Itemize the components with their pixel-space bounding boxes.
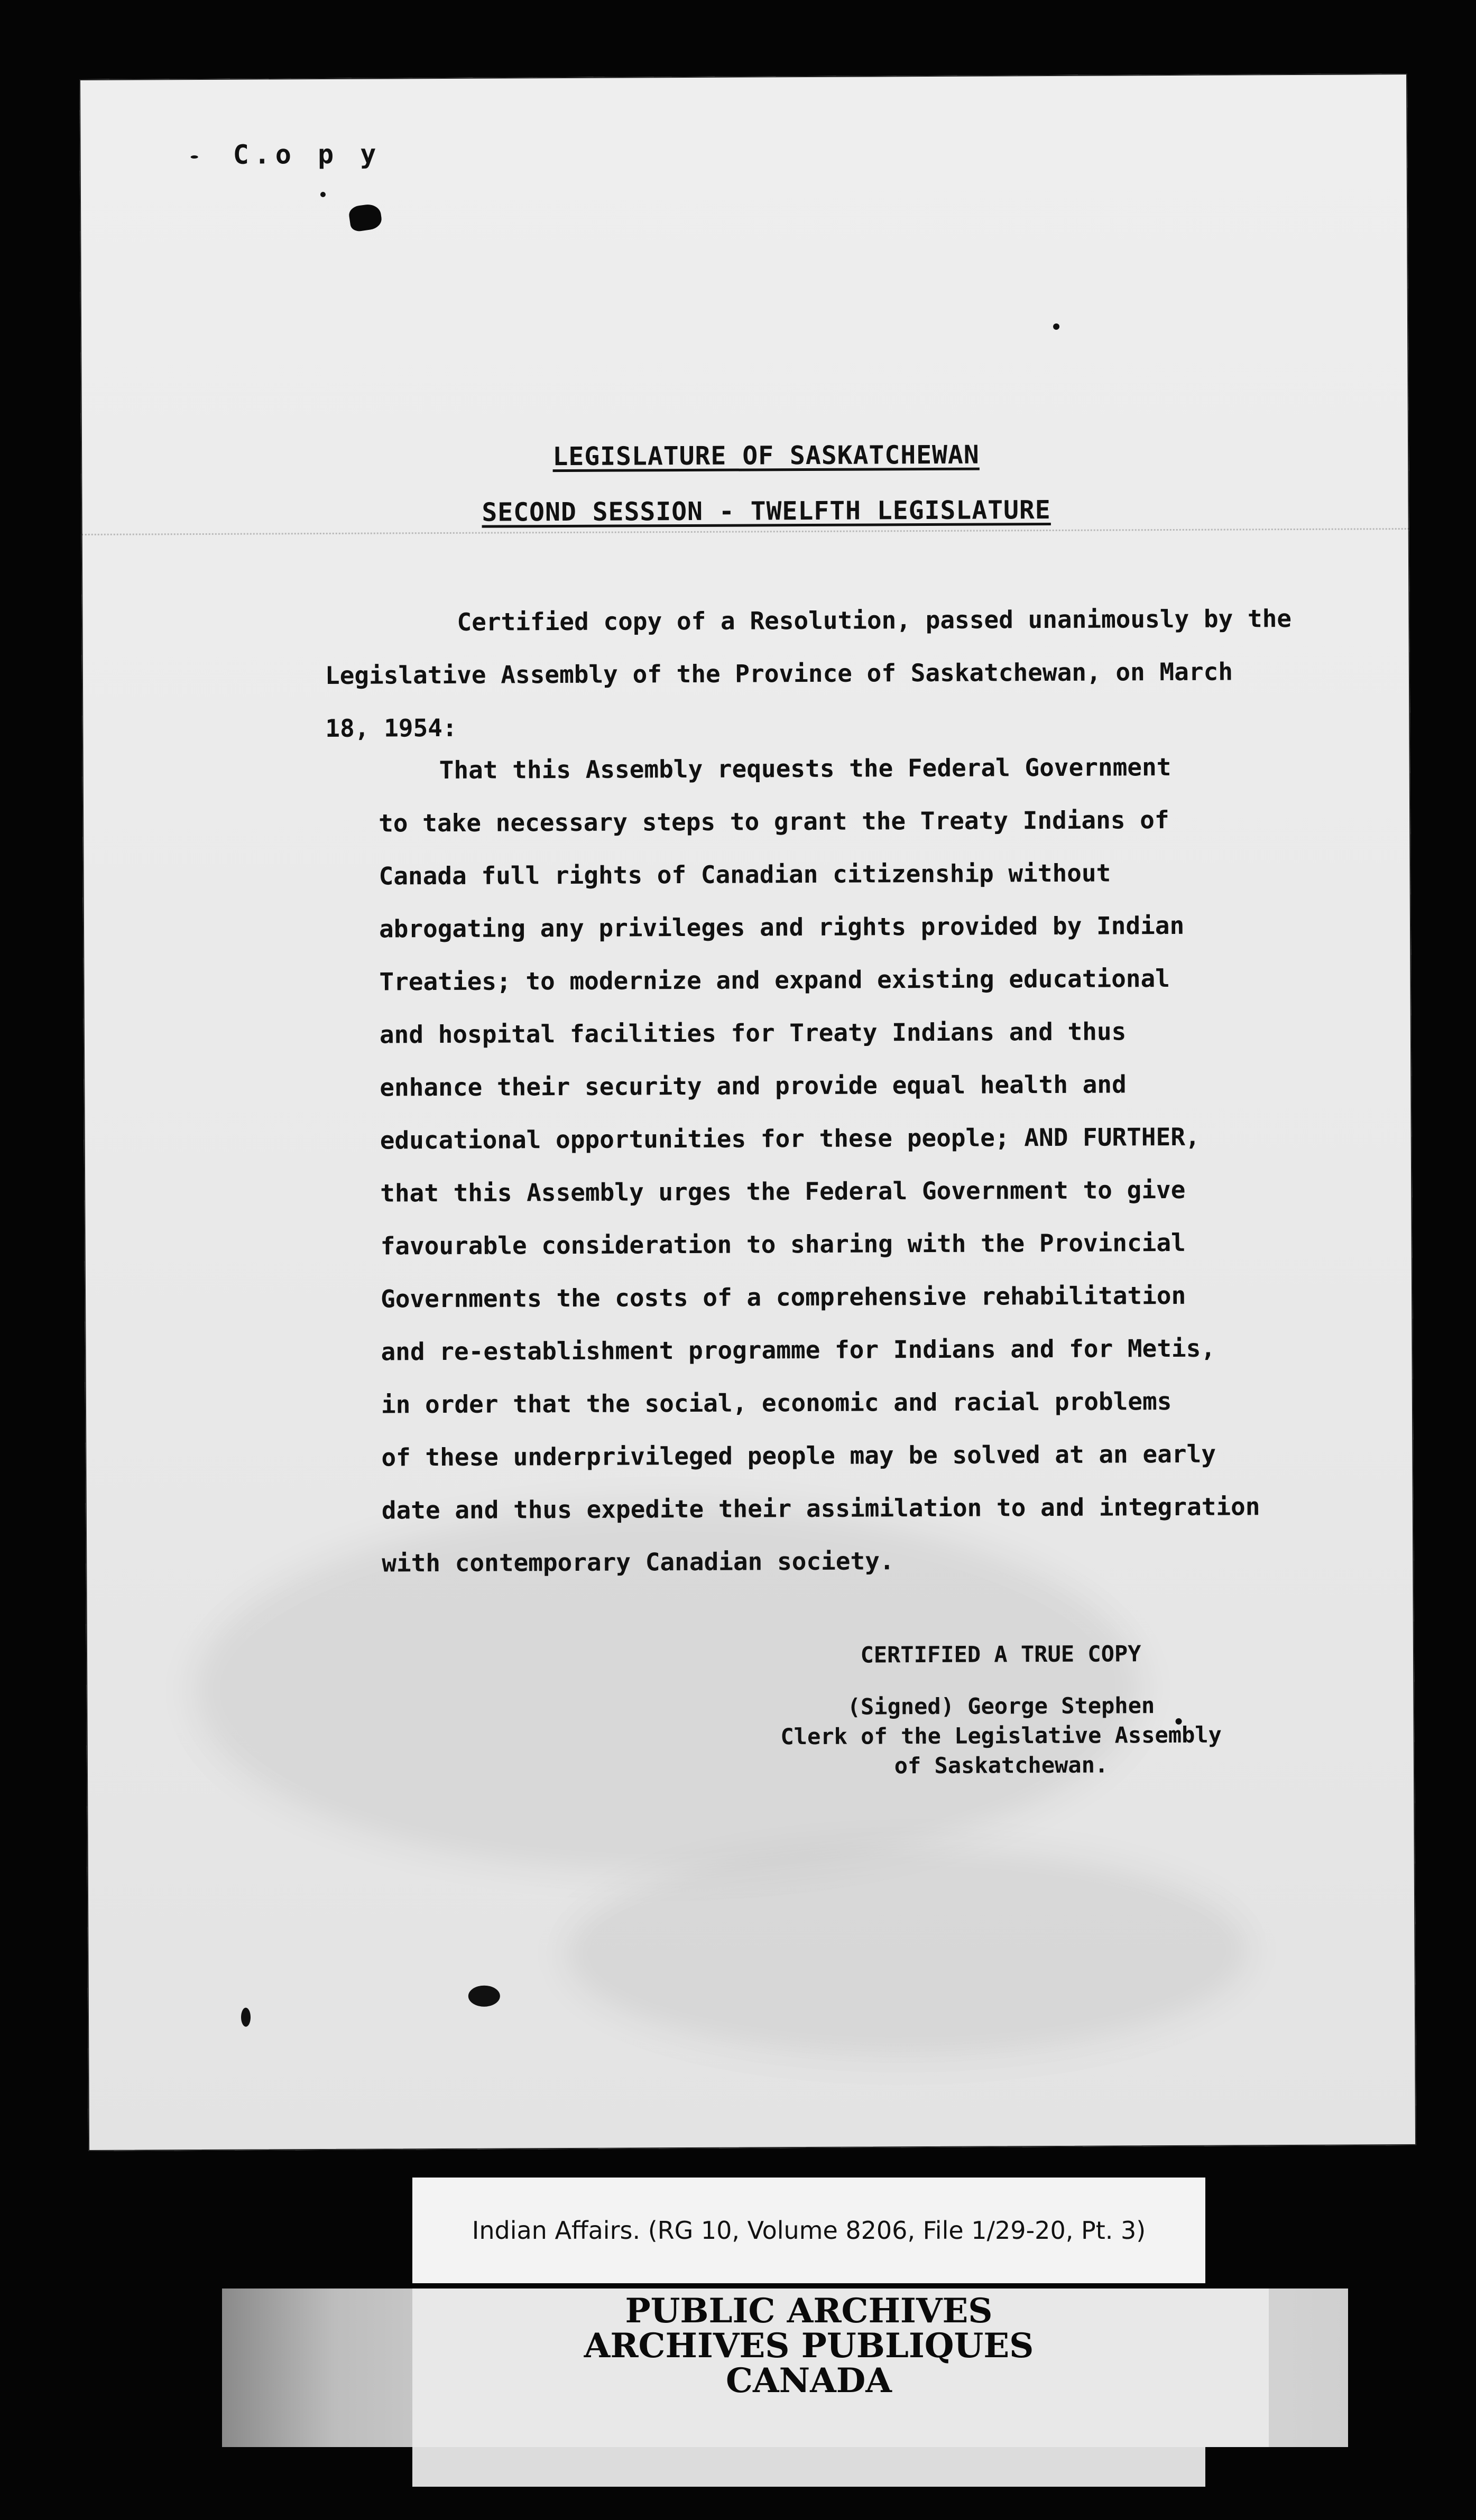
resolution-line: abrogating any privileges and rights provided by Indian [379,911,1185,943]
resolution-text [378,740,1280,1589]
resolution-line: and hospital facilities for Treaty Indians and thus [379,1017,1127,1049]
resolution-line: That this Assembly requests the Federal Government [439,753,1171,785]
intro-line: Certified copy of a Resolution, passed unanimously by the [457,604,1292,636]
ink-dot [468,1986,500,2007]
certification-block [763,1638,1239,1781]
fold-crease [81,528,1409,535]
resolution-line: Governments the costs of a comprehensive rehabilitation [380,1281,1186,1313]
resolution-line: that this Assembly urges the Federal Government to give [380,1175,1186,1208]
archive-stamp-line: PUBLIC ARCHIVES [625,2291,993,2331]
archive-stamp [412,2291,1205,2401]
signature-line: (Signed) George Stephen [847,1692,1155,1720]
resolution-line: Treaties; to modernize and expand existing educational [379,964,1170,996]
resolution-line: enhance their security and provide equal health and [380,1070,1127,1102]
resolution-line: Canada full rights of Canadian citizenship without [379,858,1111,891]
archive-stamp-line: ARCHIVES PUBLIQUES [584,2326,1034,2366]
resolution-line: educational opportunities for these people; AND FURTHER, [380,1122,1200,1155]
archive-stamp-line: CANADA [726,2361,892,2401]
copy-mark: C.o p y [233,138,382,170]
resolution-line: date and thus expedite their assimilation to and integration [381,1492,1260,1525]
intro-paragraph [325,592,1330,755]
archive-reference-label: Indian Affairs. (RG 10, Volume 8206, File 1/29-20, Pt. 3) [412,2178,1205,2283]
ink-blot [348,203,383,233]
resolution-line: of these underprivileged people may be solved at an early [381,1439,1216,1472]
legislature-heading: LEGISLATURE OF SASKATCHEWAN [552,440,980,472]
ink-dot [1053,323,1059,330]
bottom-tab [412,2447,1205,2487]
resolution-line: in order that the social, economic and racial problems [381,1387,1172,1419]
resolution-line: favourable consideration to sharing with the Provincial [380,1228,1186,1261]
intro-line: Legislative Assembly of the Province of Saskatchewan, on March [325,657,1233,690]
session-heading: SECOND SESSION - TWELFTH LEGISLATURE [482,495,1051,527]
typed-document [79,73,1416,2151]
resolution-line: to take necessary steps to grant the Treaty Indians of [379,805,1169,838]
signature-line: Clerk of the Legislative Assembly [780,1721,1222,1750]
resolution-line: and re-establishment programme for Indians and for Metis, [381,1333,1216,1366]
certified-true-copy: CERTIFIED A TRUE COPY [860,1641,1141,1668]
ink-dot [191,155,198,159]
signature-line: of Saskatchewan. [894,1752,1109,1779]
smudge [563,1845,1251,2059]
ink-dot [320,192,326,197]
intro-line: 18, 1954: [325,713,457,743]
ink-dot [241,2008,251,2027]
resolution-line: with contemporary Canadian society. [382,1546,894,1578]
